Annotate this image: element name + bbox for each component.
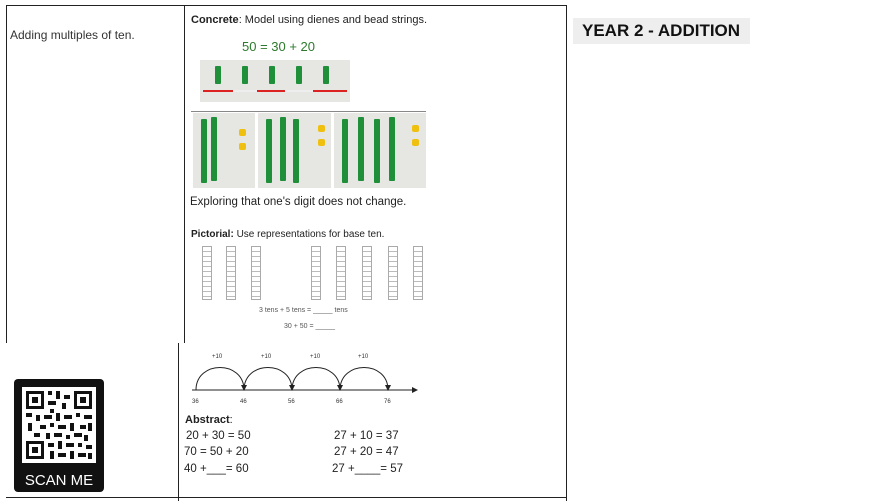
dienes-rod [201, 119, 207, 183]
tens-rod-drawing [226, 246, 236, 300]
tens-rod-drawing [388, 246, 398, 300]
concrete-equation: 50 = 30 + 20 [242, 39, 316, 54]
unit-cube [412, 139, 419, 146]
jump-label: +10 [212, 354, 223, 360]
concrete-caption: Exploring that one's digit does not change. [190, 196, 407, 208]
dienes-rod [280, 117, 286, 181]
tick-label: 56 [288, 399, 295, 405]
column-divider-lower [178, 343, 179, 501]
abstract-left-2: 70 = 50 + 20 [184, 446, 249, 458]
qr-code-pattern [22, 387, 96, 463]
dienes-rod [342, 119, 348, 183]
qr-matrix [22, 387, 96, 463]
unit-cube [239, 129, 246, 136]
abstract-colon: : [229, 414, 233, 426]
dienes-rod [215, 66, 221, 84]
jump-label: +10 [310, 354, 321, 360]
abstract-right-1: 27 + 10 = 37 [334, 430, 399, 442]
dienes-rod [211, 117, 217, 181]
dienes-rod [269, 66, 275, 84]
abstract-left-3: 40 +___= 60 [184, 463, 249, 475]
pictorial-line-1: 3 tens + 5 tens = _____ tens [259, 307, 348, 314]
bead-string-image [200, 60, 350, 102]
concrete-text: : Model using dienes and bead strings. [238, 14, 428, 26]
table-top-border [6, 5, 567, 6]
unit-cube [239, 143, 246, 150]
dienes-photo-1 [193, 113, 255, 188]
abstract-label: Abstract [185, 414, 230, 426]
unit-cube [318, 125, 325, 132]
tens-rod-drawing [413, 246, 423, 300]
tens-rod-drawing [362, 246, 372, 300]
jump-arc [340, 368, 388, 391]
concrete-heading [191, 14, 427, 26]
jump-arc [292, 368, 340, 391]
tick-label: 46 [240, 399, 247, 405]
photo-divider [191, 111, 426, 112]
abstract-right-2: 27 + 20 = 47 [334, 446, 399, 458]
pictorial-heading [191, 229, 384, 240]
abstract-heading [185, 414, 233, 426]
dienes-rod [266, 119, 272, 183]
tens-rod-drawing [311, 246, 321, 300]
qr-scan-label: SCAN ME [24, 472, 94, 489]
table-bottom-border [6, 497, 567, 498]
dienes-rod [374, 119, 380, 183]
bead-string [203, 90, 347, 92]
number-line [184, 348, 424, 408]
dienes-rod [293, 119, 299, 183]
jump-arc [196, 368, 244, 391]
jump-label: +10 [358, 354, 369, 360]
pictorial-label: Pictorial: [191, 229, 234, 240]
dienes-rod [358, 117, 364, 181]
tens-rod-drawing [336, 246, 346, 300]
dienes-rod [389, 117, 395, 181]
tick-label: 36 [192, 399, 199, 405]
abstract-left-1: 20 + 30 = 50 [186, 430, 251, 442]
concrete-label: Concrete [191, 14, 239, 26]
tens-rod-drawing [251, 246, 261, 300]
tens-rod-drawing [202, 246, 212, 300]
table-right-border-lower [566, 343, 567, 501]
jump-label: +10 [261, 354, 272, 360]
dienes-rod [242, 66, 248, 84]
dienes-photo-3 [334, 113, 426, 188]
dienes-rod [323, 66, 329, 84]
pictorial-line-2: 30 + 50 = _____ [284, 323, 335, 330]
bead-string-gap [285, 90, 313, 92]
topic-label: Adding multiples of ten. [10, 28, 135, 42]
page-title: YEAR 2 - ADDITION [573, 18, 750, 44]
base-ten-representation [198, 246, 428, 301]
bead-string-gap [233, 90, 257, 92]
number-line-arrow [412, 387, 418, 393]
table-left-border [6, 5, 7, 343]
tick-label: 76 [384, 399, 391, 405]
dienes-photo-2 [258, 113, 331, 188]
jump-arc [244, 368, 292, 391]
unit-cube [412, 125, 419, 132]
abstract-right-3: 27 +____= 57 [332, 463, 403, 475]
pictorial-text: Use representations for base ten. [233, 229, 385, 240]
qr-code[interactable] [14, 379, 104, 492]
tick-label: 66 [336, 399, 343, 405]
column-divider [184, 5, 185, 343]
table-right-border [566, 5, 567, 343]
unit-cube [318, 139, 325, 146]
dienes-rod [296, 66, 302, 84]
